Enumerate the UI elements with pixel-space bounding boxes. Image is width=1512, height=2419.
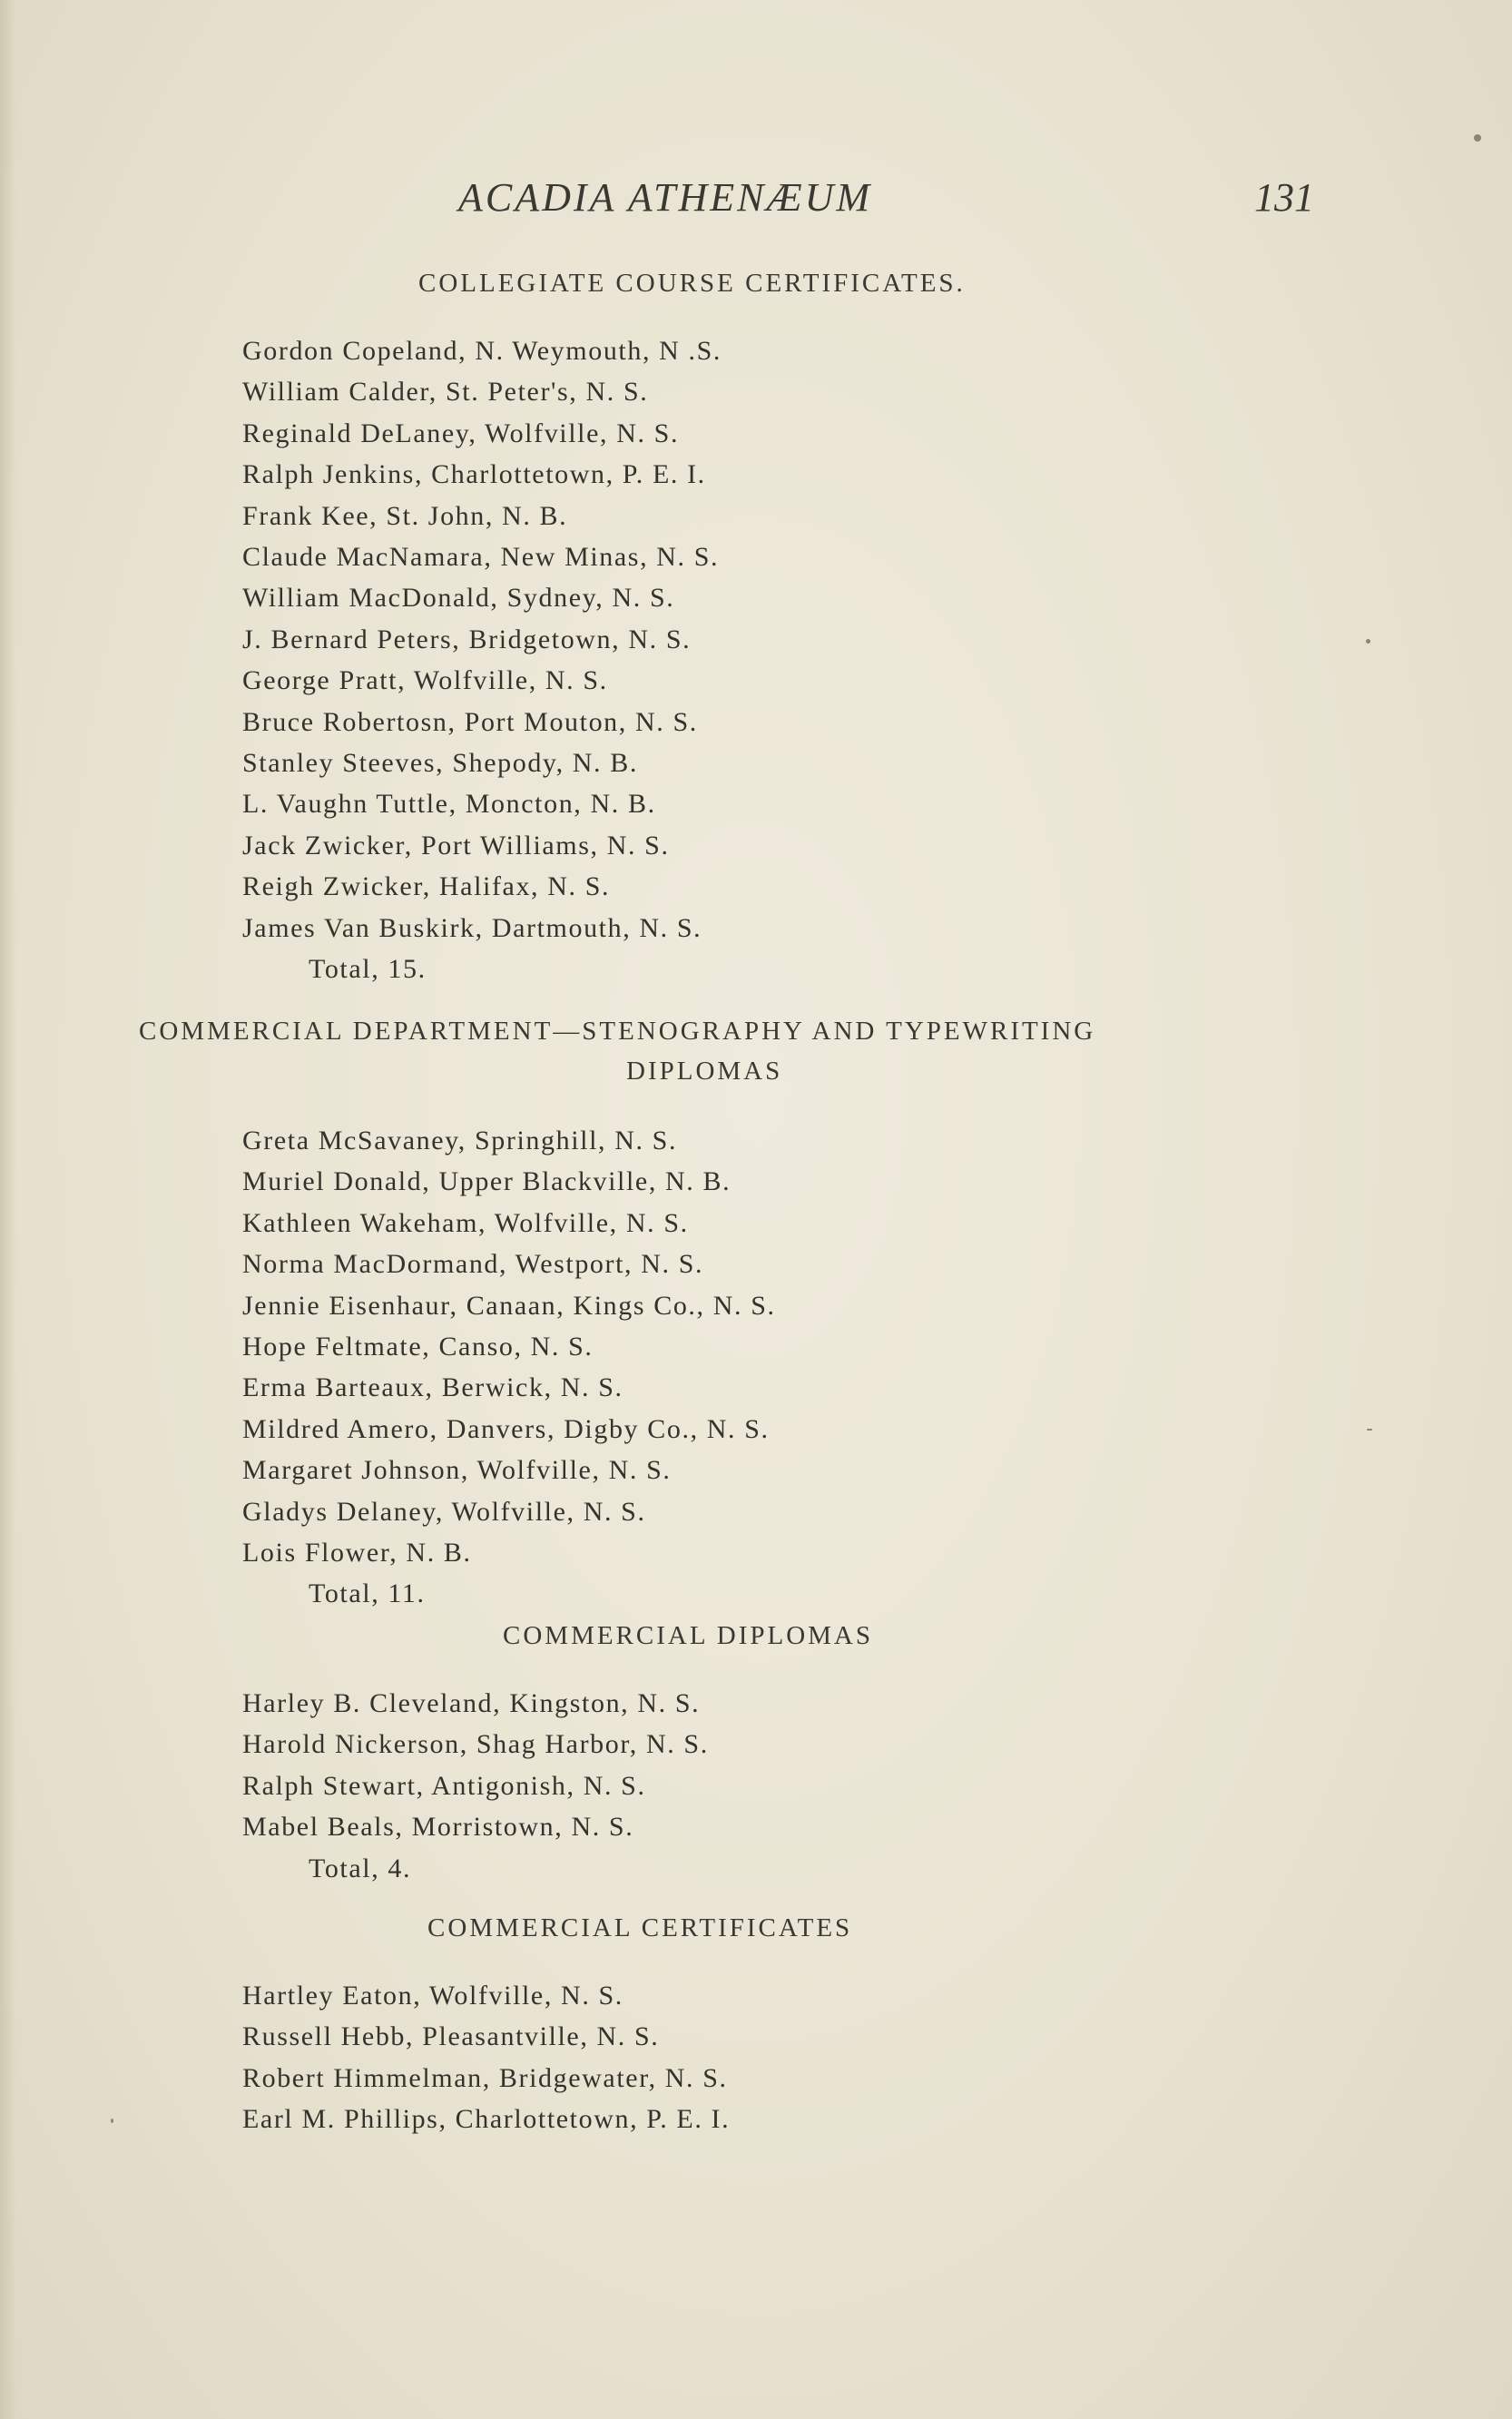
section-heading-commercial-department: COMMERCIAL DEPARTMENT—STENOGRAPHY AND TYPEWRITING xyxy=(139,1017,1096,1046)
list-item: Claude MacNamara, New Minas, N. S. xyxy=(242,542,720,573)
list-item: Stanley Steeves, Shepody, N. B. xyxy=(242,748,638,779)
list-item: Frank Kee, St. John, N. B. xyxy=(242,500,568,531)
list-item: Earl M. Phillips, Charlottetown, P. E. I. xyxy=(242,2104,731,2135)
list-item: Harley B. Cleveland, Kingston, N. S. xyxy=(242,1688,701,1718)
list-item: James Van Buskirk, Dartmouth, N. S. xyxy=(242,912,702,943)
list-item: George Pratt, Wolfville, N. S. xyxy=(242,665,608,696)
list-item: Gladys Delaney, Wolfville, N. S. xyxy=(242,1496,646,1527)
list-item: Bruce Robertosn, Port Mouton, N. S. xyxy=(242,706,698,737)
list-item: Greta McSavaney, Springhill, N. S. xyxy=(242,1126,678,1155)
commercial-certificates-list xyxy=(242,1975,730,2140)
list-item: Jack Zwicker, Port Williams, N. S. xyxy=(242,830,670,860)
section-total: Total, 11. xyxy=(309,1578,426,1609)
section-heading-commercial-diplomas: COMMERCIAL DIPLOMAS xyxy=(503,1621,873,1650)
list-item: William MacDonald, Sydney, N. S. xyxy=(242,583,675,614)
section-heading-collegiate-certificates: COLLEGIATE COURSE CERTIFICATES. xyxy=(418,269,966,298)
list-item: Ralph Jenkins, Charlottetown, P. E. I. xyxy=(242,459,706,490)
list-item: Margaret Johnson, Wolfville, N. S. xyxy=(242,1455,672,1486)
paper-speck xyxy=(1367,1429,1372,1431)
journal-title: ACADIA ATHENÆUM xyxy=(458,175,873,220)
list-item: Norma MacDormand, Westport, N. S. xyxy=(242,1249,704,1280)
list-item: Russell Hebb, Pleasantville, N. S. xyxy=(242,2021,660,2052)
list-item: Robert Himmelman, Bridgewater, N. S. xyxy=(242,2062,728,2093)
section-heading-commercial-certificates: COMMERCIAL CERTIFICATES xyxy=(427,1913,853,1942)
paper-speck xyxy=(1366,639,1370,644)
collegiate-certificates-list xyxy=(242,330,722,990)
commercial-diplomas-list xyxy=(242,1683,709,1889)
list-item: Kathleen Wakeham, Wolfville, N. S. xyxy=(242,1207,689,1238)
list-item: Reigh Zwicker, Halifax, N. S. xyxy=(242,871,611,902)
stenography-diplomas-list xyxy=(242,1120,776,1615)
list-item: J. Bernard Peters, Bridgetown, N. S. xyxy=(242,624,692,654)
list-item: Muriel Donald, Upper Blackville, N. B. xyxy=(242,1166,731,1197)
list-item: Reginald DeLaney, Wolfville, N. S. xyxy=(242,418,680,448)
list-item: L. Vaughn Tuttle, Moncton, N. B. xyxy=(242,789,656,820)
section-heading-diplomas: DIPLOMAS xyxy=(626,1057,783,1086)
list-item: Ralph Stewart, Antigonish, N. S. xyxy=(242,1770,646,1801)
list-item: Lois Flower, N. B. xyxy=(242,1538,472,1568)
list-item: Mabel Beals, Morristown, N. S. xyxy=(242,1812,634,1843)
list-item: Jennie Eisenhaur, Canaan, Kings Co., N. S. xyxy=(242,1290,776,1321)
list-item: Erma Barteaux, Berwick, N. S. xyxy=(242,1372,623,1403)
paper-speck xyxy=(1474,134,1481,142)
list-item: Harold Nickerson, Shag Harbor, N. S. xyxy=(242,1729,709,1760)
section-total: Total, 4. xyxy=(309,1853,412,1883)
list-item: Gordon Copeland, N. Weymouth, N .S. xyxy=(242,336,722,366)
running-head xyxy=(0,174,1512,229)
list-item: Hope Feltmate, Canso, N. S. xyxy=(242,1332,594,1362)
list-item: Mildred Amero, Danvers, Digby Co., N. S. xyxy=(242,1413,770,1444)
list-item: William Calder, St. Peter's, N. S. xyxy=(242,377,649,408)
page-number: 131 xyxy=(1254,175,1314,220)
section-total: Total, 15. xyxy=(309,954,427,985)
paper-speck xyxy=(111,2119,113,2123)
list-item: Hartley Eaton, Wolfville, N. S. xyxy=(242,1981,623,2011)
